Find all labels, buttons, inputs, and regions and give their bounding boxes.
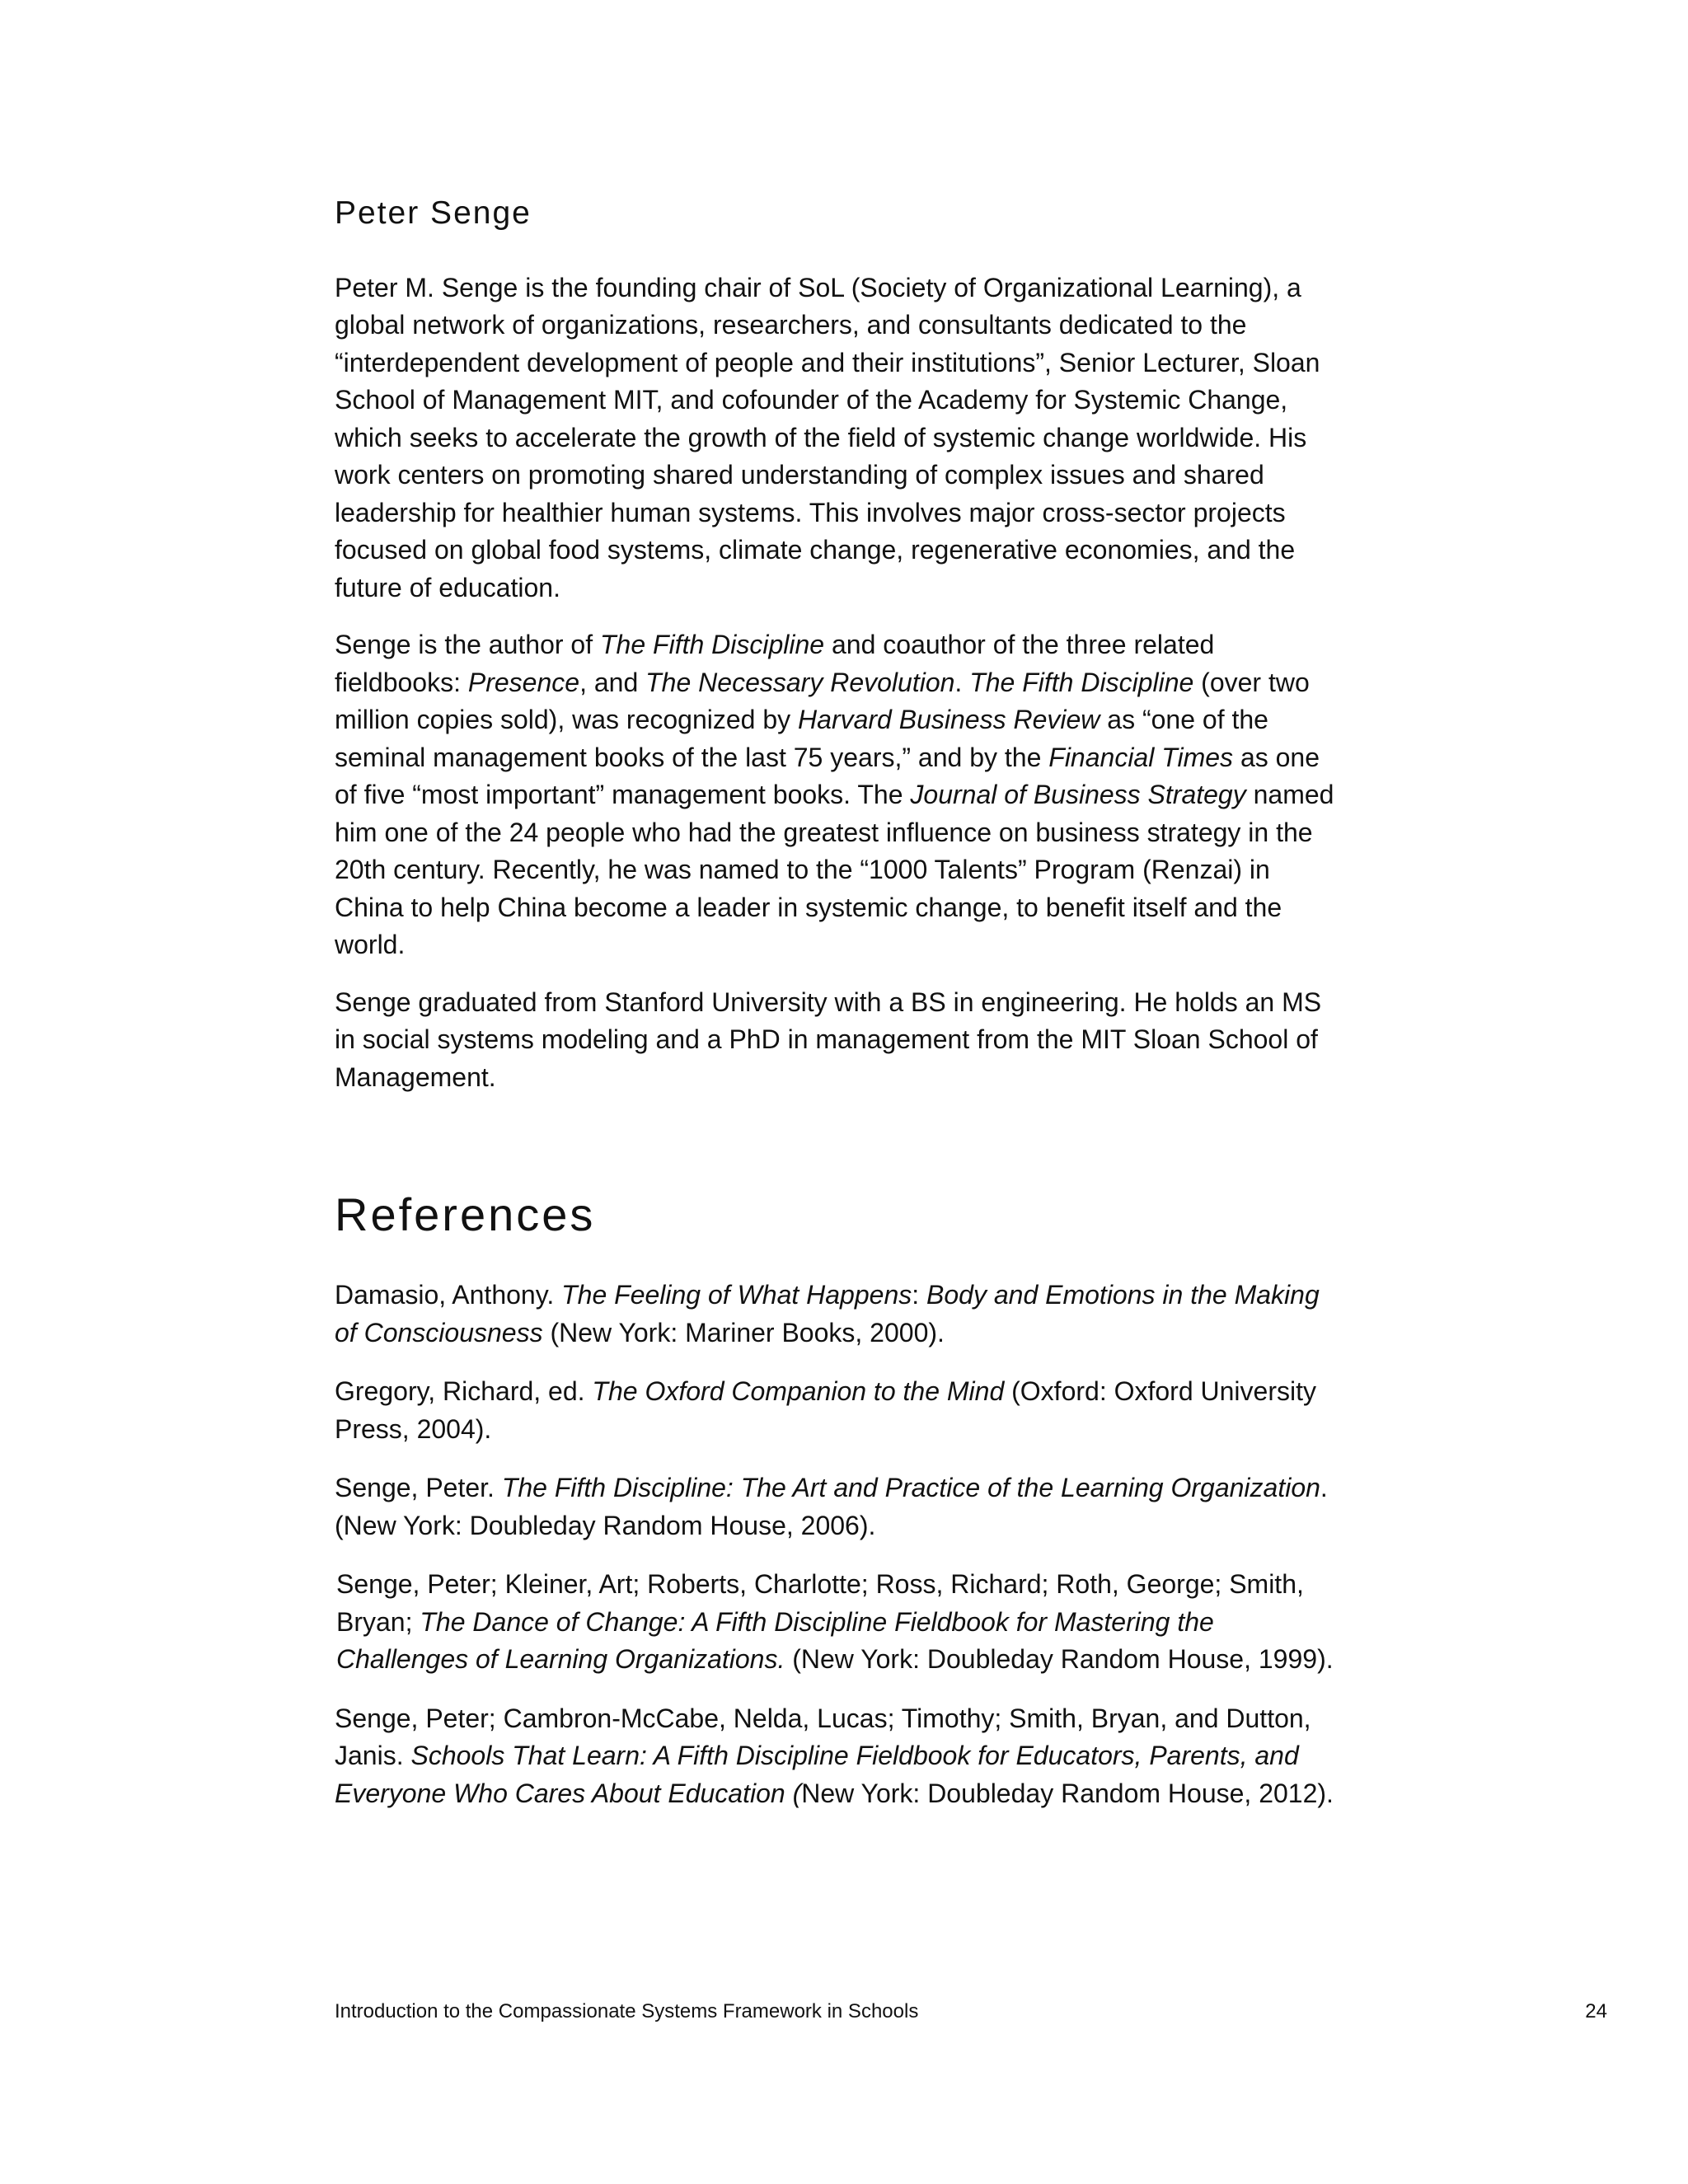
text-run: New York: Doubleday Random House, 2012). xyxy=(801,1778,1334,1808)
text-run: Senge is the author of xyxy=(335,630,600,660)
references-heading: References xyxy=(335,1188,596,1241)
text-run: Damasio, Anthony. xyxy=(335,1280,562,1310)
text-run: named him one of the 24 people who had the greatest influence on business strategy in the 20th century. Recently, he was named to the “1000 Talents” Program (Renzai) in China to help China become a leader in systemic change, to benefit itself and the world. xyxy=(335,780,1334,960)
text-run: Senge graduated from Stanford University with a BS in engineering. He holds an MS in social systems modeling and a PhD in management from the MIT Sloan School of Management. xyxy=(335,987,1322,1092)
italic-text-run: The Fifth Discipline xyxy=(600,630,825,660)
text-run: Senge, Peter; Kleiner, Art; Roberts, Charlotte; Ross, Richard; Roth, George; Smith, Bryan; xyxy=(336,1569,1304,1637)
text-run: as “one of the seminal management books of the last 75 years,” and by the xyxy=(335,705,1268,772)
text-run: . (New York: Doubleday Random House, 2006). xyxy=(335,1473,1328,1540)
italic-text-run: Presence xyxy=(467,667,580,697)
reference-item xyxy=(335,1277,1345,1352)
reference-item xyxy=(335,1700,1345,1813)
italic-text-run: Body and Emotions in the Making of Consciousness xyxy=(335,1280,1320,1347)
reference-item xyxy=(335,1469,1345,1544)
page-number: 24 xyxy=(1585,2000,1607,2022)
italic-text-run: The Dance of Change: A Fifth Discipline Fieldbook for Mastering the Challenges of Learning Organizations. xyxy=(336,1606,1214,1675)
italic-text-run: Harvard Business Review xyxy=(798,705,1100,735)
text-run: and coauthor of the three related fieldbooks: xyxy=(335,630,1215,697)
italic-text-run: Financial Times xyxy=(1048,742,1234,772)
text-run: Gregory, Richard, ed. xyxy=(335,1376,593,1407)
text-run: , and xyxy=(579,667,646,697)
bio-paragraph xyxy=(335,269,1345,607)
text-run: Senge, Peter; Cambron-McCabe, Nelda, Lucas; Timothy; Smith, Bryan, and Dutton, Janis. xyxy=(335,1703,1311,1771)
reference-item xyxy=(335,1566,1345,1679)
italic-text-run: The Necessary Revolution xyxy=(645,667,955,697)
italic-text-run: The Fifth Discipline xyxy=(969,667,1194,697)
references-list xyxy=(335,1277,1345,1812)
text-run: : xyxy=(912,1280,927,1310)
text-run: Peter M. Senge is the founding chair of SoL (Society of Organizational Learning), a global network of organizations, researchers, and consultants dedicated to the “interdependent development of people and their institutions”, Senior Lecturer, Sloan School of Management MIT, and cofounder of the Academy for Systemic Change, which seeks to accelerate the growth of the field of systemic change worldwide. His work centers on promoting shared understanding of complex issues and shared leadership for healthier human systems. This involves major cross-sector projects focused on global food systems, climate change, regenerative economies, and the future of education. xyxy=(335,272,1320,602)
text-run: Senge, Peter. xyxy=(335,1473,502,1503)
text-run: (New York: Mariner Books, 2000). xyxy=(542,1317,945,1347)
page-content xyxy=(335,194,1345,1834)
bio-heading: Peter Senge xyxy=(335,195,532,231)
italic-text-run: Journal of Business Strategy xyxy=(910,780,1246,810)
bio-paragraph xyxy=(335,626,1345,964)
italic-text-run: Schools That Learn: A Fifth Discipline Fieldbook for Educators, Parents, and Everyone Who Cares About Education ( xyxy=(335,1741,1299,1808)
text-run: (over two million copies sold), was recognized by xyxy=(335,667,1310,735)
text-run: (New York: Doubleday Random House, 1999). xyxy=(785,1644,1334,1675)
italic-text-run: The Fifth Discipline: The Art and Practice of the Learning Organization xyxy=(501,1473,1320,1503)
bio-paragraph xyxy=(335,984,1345,1097)
italic-text-run: The Feeling of What Happens xyxy=(561,1280,912,1310)
footer-title: Introduction to the Compassionate Systems Framework in Schools xyxy=(335,2000,919,2022)
text-run: as one of five “most important” management books. The xyxy=(335,742,1320,810)
text-run: . xyxy=(954,667,970,697)
bio-body xyxy=(335,269,1345,1097)
text-run: (Oxford: Oxford University Press, 2004). xyxy=(335,1376,1316,1444)
italic-text-run: The Oxford Companion to the Mind xyxy=(592,1376,1005,1407)
reference-item xyxy=(335,1373,1345,1448)
